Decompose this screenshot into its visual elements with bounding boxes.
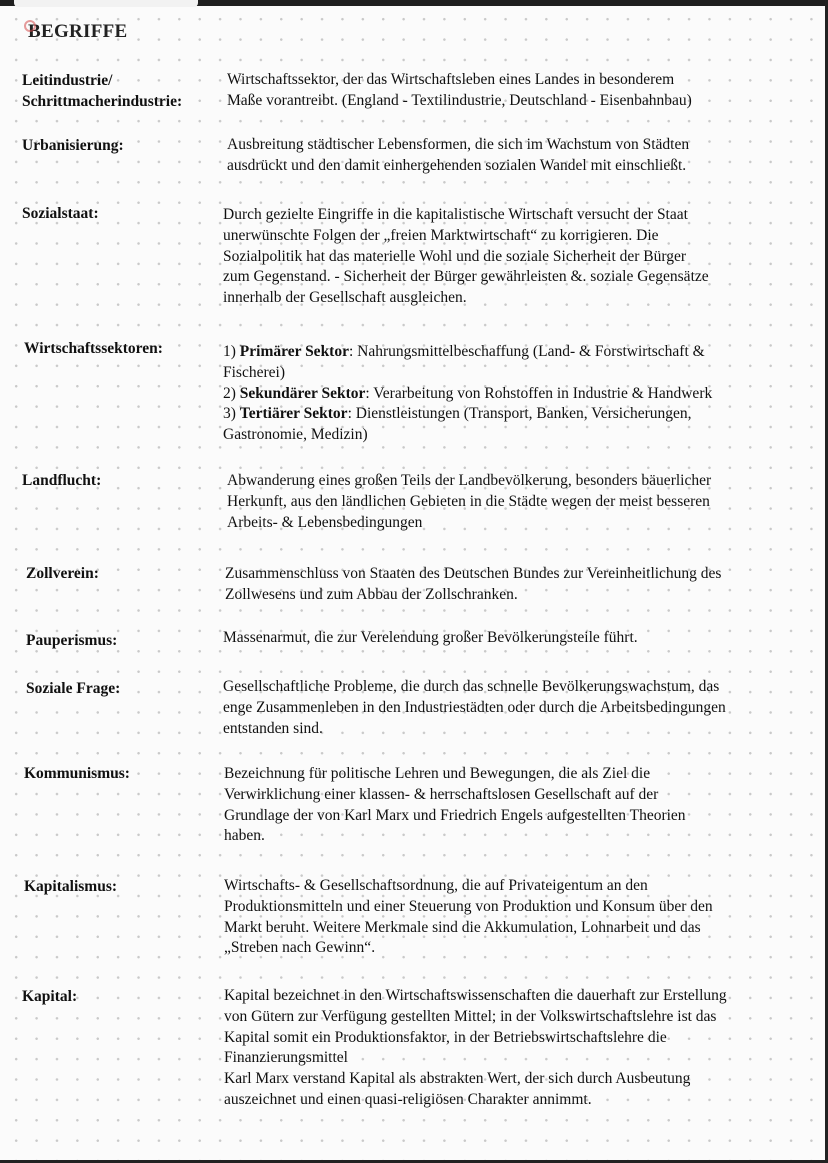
definition-sozialstaat: Durch gezielte Eingriffe in die kapitalistische Wirtschaft versucht der Staat unerwünschte Folgen der „freien Marktwirtschaft“ zu korrigieren. Die Sozialpolitik hat das materielle Wohl und die soziale Sicherheit der Bürger zum Gegenstand. - Sicherheit der Bürger gewährleisten &. soziale Gegensätze innerhalb der Gesellschaft ausgleichen. — [223, 206, 709, 307]
definition-soziale-frage: Gesellschaftliche Probleme, die durch das schnelle Bevölkerungswachstum, das enge Zusammenleben in den Industriestädten oder durch die Arbeitsbedingungen entstanden sind. — [223, 678, 726, 737]
term-wirtschaftssektoren: Wirtschaftssektoren: — [24, 340, 163, 357]
term-landflucht: Landflucht: — [22, 472, 102, 489]
definition-kapitalismus: Wirtschafts- & Gesellschaftsordnung, die auf Privateigentum an den Produktionsmitteln und einer Steuerung von Produktion und Konsum über den Markt beruht. Weitere Merkmale sind die Akkumulation, Lohnarbeit und das „Streben nach Gewinn“. — [224, 877, 713, 957]
definition-wirtschaftssektoren: 1) Primärer Sektor: Nahrungsmittelbeschaffung (Land- & Forstwirtschaft & Fischerei) 2) Sekundärer Sektor: Verarbeitung von Rohstoffen in Industrie & Handwerk 3) Tertiärer Sektor: Dienstleistungen (Transport, Banken, Versicherungen, Gastronomie, Medizin) — [223, 342, 815, 446]
definition-landflucht: Abwanderung eines großen Teils der Landbevölkerung, besonders bäuerlicher Herkunft, aus den ländlichen Gebieten in die Städte wegen der meist besseren Arbeits- & Lebensbedingungen — [227, 472, 712, 531]
sector-2: 2) Sekundärer Sektor: Verarbeitung von Rohstoffen in Industrie & Handwerk — [223, 384, 713, 402]
definition-kommunismus: Bezeichnung für politische Lehren und Bewegungen, die als Ziel die Verwirklichung einer klassen- & herrschaftslosen Gesellschaft auf der Grundlage der von Karl Marx und Friedrich Engels aufgestellten Theorien haben. — [224, 765, 686, 845]
definition-urbanisierung: Ausbreitung städtischer Lebensformen, die sich im Wachstum von Städten ausdrückt und den damit einhergehenden sozialen Wandel mit einschließt. — [227, 136, 690, 174]
term-zollverein: Zollverein: — [26, 565, 99, 582]
definition-zollverein: Zusammenschluss von Staaten des Deutschen Bundes zur Vereinheitlichung des Zollwesens und zum Abbau der Zollschranken. — [225, 565, 722, 603]
term-kommunismus: Kommunismus: — [24, 765, 130, 782]
top-tab — [14, 0, 198, 7]
sector-1: 1) Primärer Sektor: Nahrungsmittelbeschaffung (Land- & Forstwirtschaft & — [223, 343, 705, 360]
sector-3: 3) Tertiärer Sektor: Dienstleistungen (Transport, Banken, Versicherungen, — [223, 405, 692, 423]
term-pauperismus: Pauperismus: — [26, 632, 118, 649]
term-leitindustrie: Leitindustrie/ Schrittmacherindustrie: — [22, 72, 183, 110]
term-urbanisierung: Urbanisierung: — [22, 137, 124, 154]
term-kapitalismus: Kapitalismus: — [24, 878, 118, 895]
term-sozialstaat: Sozialstaat: — [22, 205, 99, 222]
term-kapital: Kapital: — [22, 988, 78, 1005]
definition-pauperismus: Massenarmut, die zur Verelendung großer Bevölkerungsteile führt. — [223, 629, 638, 646]
page-title: BEGRIFFE — [28, 21, 128, 42]
definition-kapital: Kapital bezeichnet in den Wirtschaftswissenschaften die dauerhaft zur Erstellung von Gütern zur Verfügung gestellten Mittel; in der Volkswirtschaftslehre ist das Kapital somit ein Produktionsfaktor, in der Betriebswirtschaftslehre die Finanzierungsmittel Karl Marx verstand Kapital als abstrakten Wert, der sich durch Ausbeutung auszeichnet und einen quasi-religiösen Charakter annimmt. — [224, 987, 727, 1108]
definition-leitindustrie: Wirtschaftssektor, der das Wirtschaftsleben eines Landes in besonderem Maße vorantreibt. (England - Textilindustrie, Deutschland - Eisenbahnbau) — [227, 71, 692, 109]
term-soziale-frage: Soziale Frage: — [26, 680, 121, 697]
